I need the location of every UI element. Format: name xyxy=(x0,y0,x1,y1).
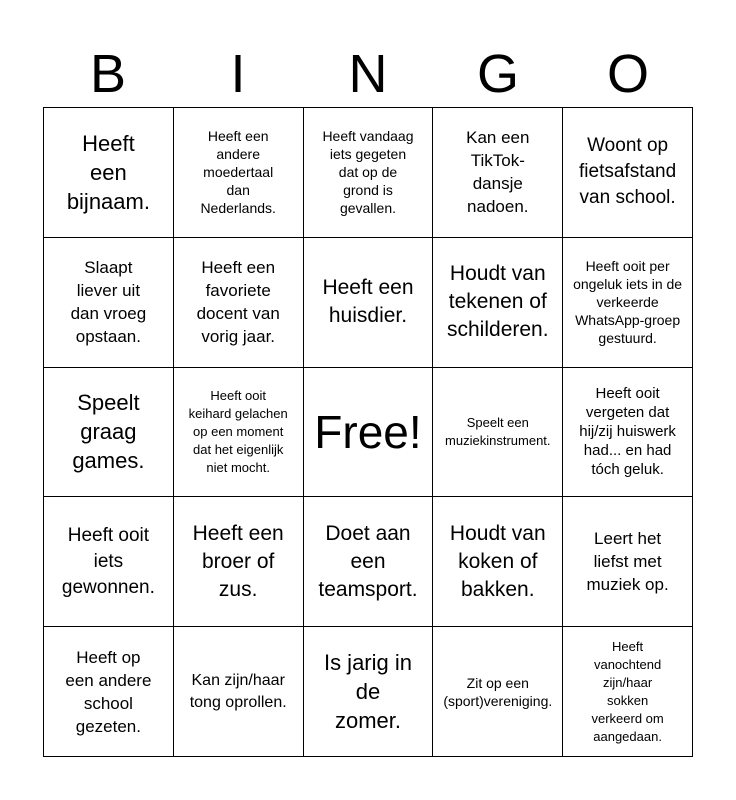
cell-text: Heeft een bijnaam. xyxy=(66,130,150,214)
cell-text: Heeft vanochtend zijn/haar sokken verkeerd om aangedaan. xyxy=(591,638,664,744)
bingo-cell-r1c3[interactable] xyxy=(304,108,434,238)
cell-text: Slaapt liever uit dan vroeg opstaan. xyxy=(70,258,147,347)
cell-text: Speelt graag games. xyxy=(72,390,145,474)
bingo-cell-r5c5[interactable] xyxy=(563,627,693,757)
bingo-cell-r3c2[interactable] xyxy=(174,368,304,498)
cell-text: Leert het liefst met muziek op. xyxy=(586,529,669,595)
cell-text: Houdt van koken of bakken. xyxy=(449,521,546,601)
cell-text: Doet aan een teamsport. xyxy=(318,521,418,601)
bingo-cell-r4c1[interactable] xyxy=(44,497,174,627)
cell-text: Heeft vandaag iets gegeten dat op de grond is gevallen. xyxy=(322,128,414,217)
bingo-cell-r4c5[interactable] xyxy=(563,497,693,627)
bingo-cell-r3c4[interactable] xyxy=(433,368,563,498)
cell-text: Heeft ooit iets gewonnen. xyxy=(61,524,155,598)
bingo-cell-r1c2[interactable] xyxy=(174,108,304,238)
bingo-cell-free[interactable] xyxy=(304,368,434,498)
cell-text: Heeft een broer of zus. xyxy=(192,521,284,601)
cell-text: Kan zijn/haar tong oprollen. xyxy=(189,671,287,711)
cell-text: Heeft op een andere school gezeten. xyxy=(65,647,152,736)
bingo-cell-r2c5[interactable] xyxy=(563,238,693,368)
bingo-cell-r1c1[interactable] xyxy=(44,108,174,238)
bingo-cell-r2c1[interactable] xyxy=(44,238,174,368)
cell-text: Houdt van tekenen of schilderen. xyxy=(447,262,549,342)
header-letter-o: O xyxy=(606,44,649,104)
cell-text: Is jarig in de zomer. xyxy=(323,650,412,734)
header-letter-g: G xyxy=(476,44,519,104)
bingo-cell-r3c5[interactable] xyxy=(563,368,693,498)
bingo-cell-r2c4[interactable] xyxy=(433,238,563,368)
bingo-cell-r4c2[interactable] xyxy=(174,497,304,627)
header-letter-n: N xyxy=(348,44,388,104)
bingo-cell-r2c2[interactable] xyxy=(174,238,304,368)
cell-text: Heeft ooit per ongeluk iets in de verkeerde WhatsApp-groep gestuurd. xyxy=(573,258,683,347)
bingo-header xyxy=(43,44,693,104)
cell-text: Heeft een andere moedertaal dan Nederlands. xyxy=(200,128,276,217)
cell-text: Heeft een huisdier. xyxy=(322,276,414,328)
header-letter-i: I xyxy=(230,44,246,104)
bingo-cell-r4c4[interactable] xyxy=(433,497,563,627)
bingo-cell-r2c3[interactable] xyxy=(304,238,434,368)
bingo-cell-r3c1[interactable] xyxy=(44,368,174,498)
bingo-cell-r4c3[interactable] xyxy=(304,497,434,627)
cell-text: Heeft een favoriete docent van vorig jaar. xyxy=(196,258,280,347)
free-space-label: Free! xyxy=(314,405,422,458)
cell-text: Zit op een (sport)vereniging. xyxy=(443,674,553,709)
cell-text: Heeft ooit vergeten dat hij/zij huiswerk had... en had tóch geluk. xyxy=(579,385,676,479)
bingo-cell-r1c4[interactable] xyxy=(433,108,563,238)
cell-text: Heeft ooit keihard gelachen op een moment dat het eigenlijk niet mocht. xyxy=(188,387,288,475)
bingo-cell-r5c3[interactable] xyxy=(304,627,434,757)
bingo-cell-r1c5[interactable] xyxy=(563,108,693,238)
bingo-cell-r5c2[interactable] xyxy=(174,627,304,757)
header-letter-b: B xyxy=(89,44,127,104)
cell-text: Speelt een muziekinstrument. xyxy=(445,414,551,448)
bingo-cell-r5c4[interactable] xyxy=(433,627,563,757)
bingo-cell-r5c1[interactable] xyxy=(44,627,174,757)
bingo-board xyxy=(43,107,693,757)
cell-text: Kan een TikTok-dansje nadoen. xyxy=(466,128,530,217)
cell-text: Woont op fietsafstand van school. xyxy=(579,135,677,209)
